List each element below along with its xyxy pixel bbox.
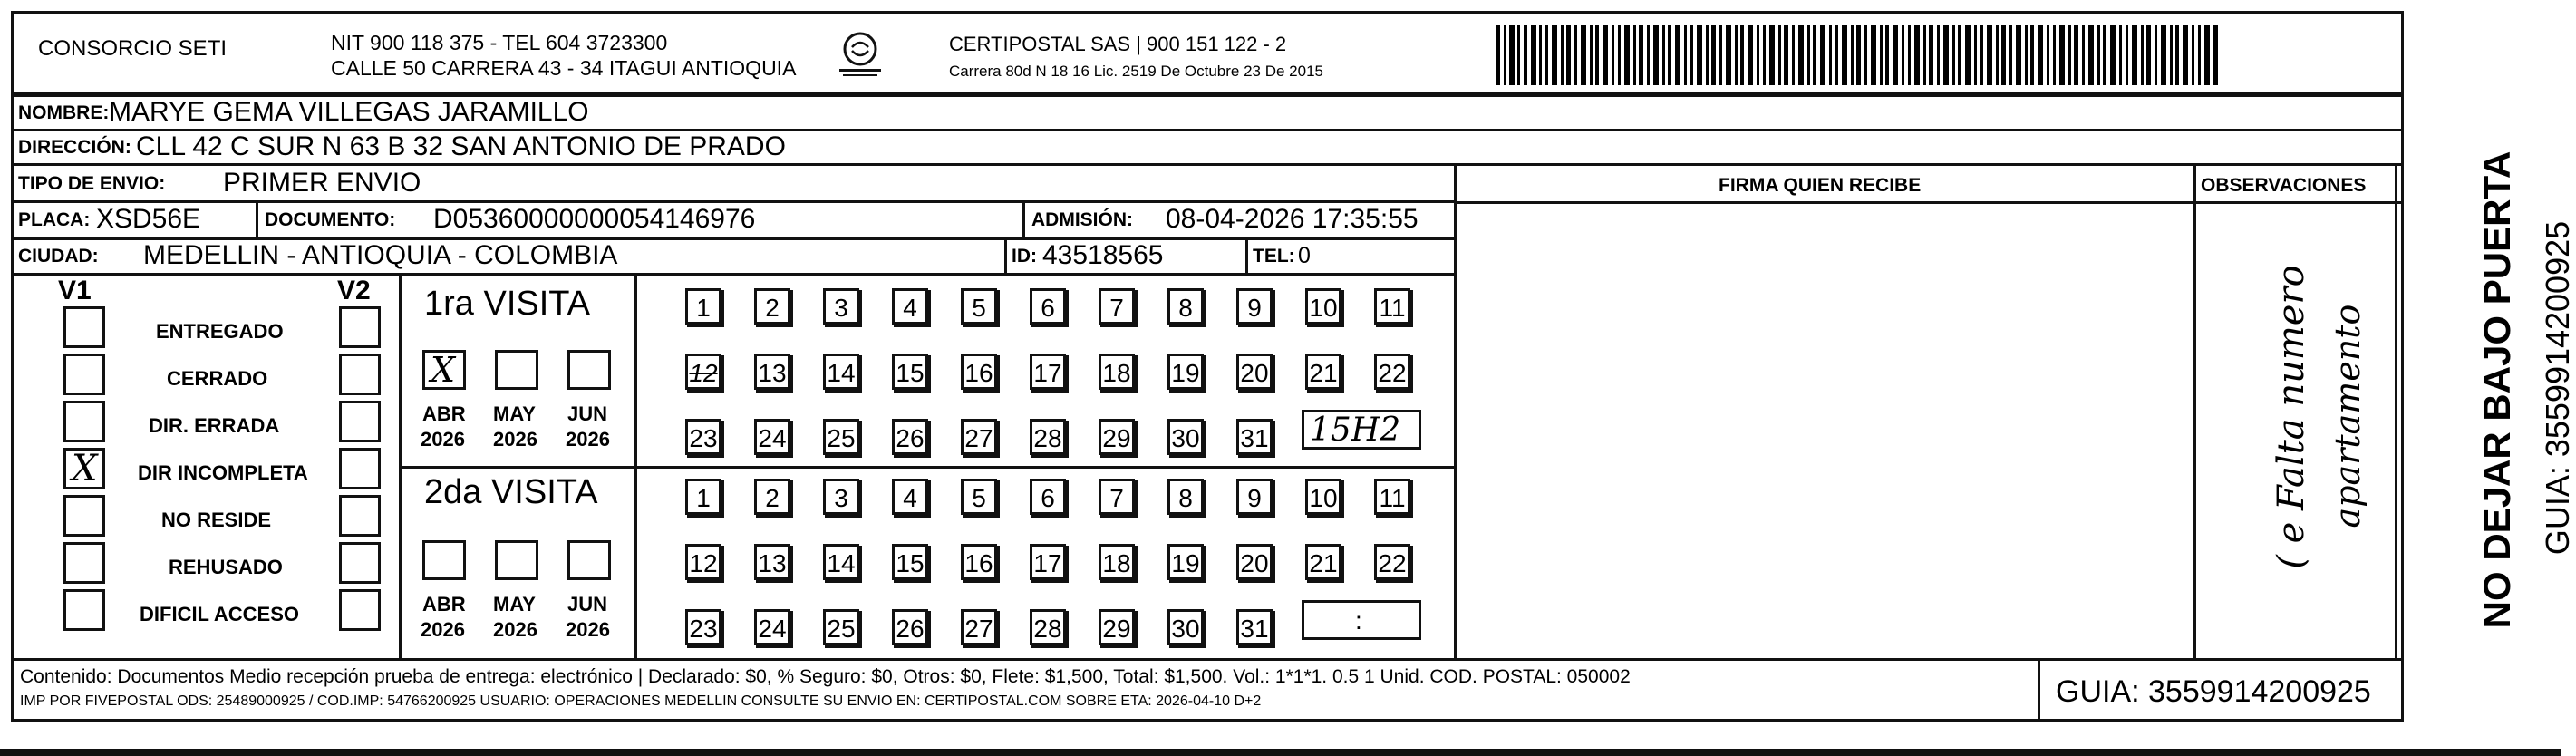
- visit1-day-22[interactable]: 22: [1374, 354, 1410, 390]
- visit2-day-24[interactable]: 24: [754, 609, 790, 645]
- visit2-day-7[interactable]: 7: [1099, 479, 1135, 515]
- v1-label: V1: [58, 276, 92, 305]
- visit2-time: :: [1355, 606, 1362, 635]
- visit2-day-2[interactable]: 2: [754, 479, 790, 515]
- visit1-year-jun: 2026: [566, 428, 610, 451]
- visit1-day-25[interactable]: 25: [823, 419, 859, 455]
- visit2-month-jun-box[interactable]: [567, 540, 611, 580]
- visit1-day-16[interactable]: 16: [961, 354, 997, 390]
- bottom-edge: [0, 749, 2561, 756]
- footer-guia: GUIA: 3559914200925: [2056, 674, 2371, 709]
- v1-checkbox-rehusado[interactable]: [63, 542, 105, 584]
- visit1-day-3[interactable]: 3: [823, 288, 859, 325]
- visit1-month-abr-box[interactable]: [422, 350, 466, 390]
- handwritten-note-2: apartamento: [2328, 304, 2368, 528]
- visit2-day-16[interactable]: 16: [961, 544, 997, 580]
- signature-area[interactable]: [1457, 205, 2192, 656]
- visit2-day-23[interactable]: 23: [685, 609, 721, 645]
- placa-value: XSD56E: [96, 204, 201, 234]
- v2-checkbox-dificil-acceso[interactable]: [339, 589, 381, 631]
- ciudad-value: MEDELLIN - ANTIOQUIA - COLOMBIA: [143, 240, 618, 270]
- visit1-day-10[interactable]: 10: [1305, 288, 1341, 325]
- v2-checkbox-cerrado[interactable]: [339, 354, 381, 395]
- recipient-address: CLL 42 C SUR N 63 B 32 SAN ANTONIO DE PRADO: [136, 131, 786, 161]
- visit1-day-23[interactable]: 23: [685, 419, 721, 455]
- visit2-day-28[interactable]: 28: [1030, 609, 1066, 645]
- v2-checkbox-no-reside[interactable]: [339, 495, 381, 537]
- v2-checkbox-entregado[interactable]: [339, 306, 381, 348]
- visit2-day-10[interactable]: 10: [1305, 479, 1341, 515]
- visit1-day-29[interactable]: 29: [1099, 419, 1135, 455]
- visit2-month-abr-box[interactable]: [422, 540, 466, 580]
- nit-line: NIT 900 118 375 - TEL 604 3723300: [331, 31, 668, 54]
- ciudad-label: CIUDAD:: [18, 246, 99, 267]
- tipo-envio: PRIMER ENVIO: [223, 168, 421, 198]
- visit1-day-6[interactable]: 6: [1030, 288, 1066, 325]
- visit1-day-8[interactable]: 8: [1167, 288, 1204, 325]
- visit1-month-jun: JUN: [567, 402, 608, 425]
- visit1-year-may: 2026: [493, 428, 537, 451]
- visit1-day-2[interactable]: 2: [754, 288, 790, 325]
- visit1-day-26[interactable]: 26: [892, 419, 928, 455]
- status-rehusado: REHUSADO: [169, 556, 283, 578]
- visit1-day-21[interactable]: 21: [1305, 354, 1341, 390]
- visit1-day-4[interactable]: 4: [892, 288, 928, 325]
- visit2-time-box[interactable]: [1302, 600, 1421, 640]
- visit1-month-may: MAY: [493, 402, 536, 425]
- visit2-year-abr: 2026: [421, 618, 465, 641]
- company-name: CONSORCIO SETI: [38, 36, 228, 61]
- visit2-title: 2da VISITA: [424, 473, 598, 511]
- admision-value: 08-04-2026 17:35:55: [1166, 204, 1419, 234]
- visit1-day-27[interactable]: 27: [961, 419, 997, 455]
- visit1-day-14[interactable]: 14: [823, 354, 859, 390]
- documento-label: DOCUMENTO:: [265, 209, 396, 230]
- tel-value: 0: [1298, 243, 1311, 268]
- visit2-day-5[interactable]: 5: [961, 479, 997, 515]
- observaciones-header: OBSERVACIONES: [2201, 175, 2367, 196]
- visit1-month-mark: X: [431, 350, 456, 390]
- visit1-day-9[interactable]: 9: [1236, 288, 1273, 325]
- tipo-envio-label: TIPO DE ENVIO:: [18, 173, 166, 194]
- visit2-day-15[interactable]: 15: [892, 544, 928, 580]
- visit2-month-jun: JUN: [567, 593, 608, 615]
- recipient-name: MARYE GEMA VILLEGAS JARAMILLO: [109, 97, 589, 127]
- v2-checkbox-dir-errada[interactable]: [339, 401, 381, 442]
- status-dir-incompleta: DIR INCOMPLETA: [138, 461, 308, 484]
- visit1-month-jun-box[interactable]: [567, 350, 611, 390]
- tel-label: TEL:: [1253, 246, 1295, 267]
- visit2-day-30[interactable]: 30: [1167, 609, 1204, 645]
- visit1-time: 15H2: [1310, 412, 1401, 449]
- visit1-day-5[interactable]: 5: [961, 288, 997, 325]
- visit1-month-abr: ABR: [422, 402, 466, 425]
- visit2-day-8[interactable]: 8: [1167, 479, 1204, 515]
- status-dir-errada: DIR. ERRADA: [149, 414, 280, 437]
- status-cerrado: CERRADO: [167, 367, 268, 390]
- v1-checkbox-entregado[interactable]: [63, 306, 105, 348]
- firma-header: FIRMA QUIEN RECIBE: [1719, 175, 1922, 196]
- visit2-day-20[interactable]: 20: [1236, 544, 1273, 580]
- side-guia: GUIA: 3559914200925: [2539, 220, 2576, 556]
- visit2-day-22[interactable]: 22: [1374, 544, 1410, 580]
- visit2-day-6[interactable]: 6: [1030, 479, 1066, 515]
- status-dificil-acceso: DIFICIL ACCESO: [140, 603, 300, 625]
- visit1-day-7[interactable]: 7: [1099, 288, 1135, 325]
- visit1-day-24[interactable]: 24: [754, 419, 790, 455]
- visit2-day-14[interactable]: 14: [823, 544, 859, 580]
- visit2-year-may: 2026: [493, 618, 537, 641]
- visit2-year-jun: 2026: [566, 618, 610, 641]
- visit2-day-26[interactable]: 26: [892, 609, 928, 645]
- visit2-day-25[interactable]: 25: [823, 609, 859, 645]
- status-entregado: ENTREGADO: [156, 320, 284, 343]
- visit2-day-13[interactable]: 13: [754, 544, 790, 580]
- nombre-label: NOMBRE:: [18, 102, 110, 123]
- v1-mark: X: [72, 448, 98, 489]
- admision-label: ADMISIÓN:: [1031, 209, 1133, 230]
- visit2-month-abr: ABR: [422, 593, 466, 615]
- visit1-day-28[interactable]: 28: [1030, 419, 1066, 455]
- visit1-year-abr: 2026: [421, 428, 465, 451]
- license-line: Carrera 80d N 18 16 Lic. 2519 De Octubre 23 De 2015: [949, 63, 1323, 80]
- visit2-month-may: MAY: [493, 593, 536, 615]
- barcode: [1496, 25, 2221, 85]
- v1-checkbox-dificil-acceso[interactable]: [63, 589, 105, 631]
- visit2-day-27[interactable]: 27: [961, 609, 997, 645]
- v2-label: V2: [337, 276, 371, 305]
- handwritten-note-1: ( e Falta numero: [2271, 265, 2312, 569]
- visit1-day-12[interactable]: 12: [685, 354, 721, 390]
- v2-checkbox-dir-incompleta[interactable]: [339, 448, 381, 489]
- company-address: CALLE 50 CARRERA 43 - 34 ITAGUI ANTIOQUIA: [331, 56, 797, 80]
- direccion-label: DIRECCIÓN:: [18, 137, 131, 158]
- visit2-day-4[interactable]: 4: [892, 479, 928, 515]
- side-warning: NO DEJAR BAJO PUERTA: [2475, 150, 2518, 629]
- v2-checkbox-rehusado[interactable]: [339, 542, 381, 584]
- visit2-day-21[interactable]: 21: [1305, 544, 1341, 580]
- carrier-line: CERTIPOSTAL SAS | 900 151 122 - 2: [949, 33, 1287, 55]
- certipostal-logo: [834, 29, 886, 82]
- visit1-day-11[interactable]: 11: [1374, 288, 1410, 325]
- id-label: ID:: [1012, 246, 1037, 267]
- visit1-day-15[interactable]: 15: [892, 354, 928, 390]
- visit1-day-31[interactable]: 31: [1236, 419, 1273, 455]
- documento-value: D05360000000054146976: [433, 204, 756, 234]
- visit1-day-17[interactable]: 17: [1030, 354, 1066, 390]
- visit2-day-1[interactable]: 1: [685, 479, 721, 515]
- v1-checkbox-cerrado[interactable]: [63, 354, 105, 395]
- visit2-day-29[interactable]: 29: [1099, 609, 1135, 645]
- footer-print-info: IMP POR FIVEPOSTAL ODS: 25489000925 / COD.IMP: 54766200925 USUARIO: OPERACIONES MEDELLIN CONSULTE SU ENVIO EN: CERTIPOSTAL.COM SOBRE ETA: 2026-04-10 D+2: [20, 693, 1262, 709]
- visit1-month-may-box[interactable]: [495, 350, 538, 390]
- visit1-day-1[interactable]: 1: [685, 288, 721, 325]
- visit2-day-11[interactable]: 11: [1374, 479, 1410, 515]
- v1-checkbox-dir-errada[interactable]: [63, 401, 105, 442]
- visit1-day-18[interactable]: 18: [1099, 354, 1135, 390]
- visit1-time-box[interactable]: [1302, 410, 1421, 450]
- id-value: 43518565: [1042, 240, 1164, 270]
- visit1-day-19[interactable]: 19: [1167, 354, 1204, 390]
- visit2-day-12[interactable]: 12: [685, 544, 721, 580]
- footer-contents: Contenido: Documentos Medio recepción prueba de entrega: electrónico | Declarado: $0, % Seguro: $0, Otros: $0, Flete: $1,500, Total: $1,500. Vol.: 1*1*1. 0.5 1 Unid. COD. POSTAL: 050002: [20, 666, 1631, 687]
- visit2-day-31[interactable]: 31: [1236, 609, 1273, 645]
- visit1-day-13[interactable]: 13: [754, 354, 790, 390]
- visit2-day-18[interactable]: 18: [1099, 544, 1135, 580]
- visit2-day-19[interactable]: 19: [1167, 544, 1204, 580]
- visit1-day-20[interactable]: 20: [1236, 354, 1273, 390]
- v1-checkbox-dir-incompleta[interactable]: [63, 448, 105, 489]
- placa-label: PLACA:: [18, 209, 91, 230]
- status-no-reside: NO RESIDE: [161, 509, 272, 531]
- visit2-day-9[interactable]: 9: [1236, 479, 1273, 515]
- visit2-day-17[interactable]: 17: [1030, 544, 1066, 580]
- visit1-title: 1ra VISITA: [424, 285, 591, 323]
- visit2-day-3[interactable]: 3: [823, 479, 859, 515]
- v1-checkbox-no-reside[interactable]: [63, 495, 105, 537]
- visit2-month-may-box[interactable]: [495, 540, 538, 580]
- visit1-day-30[interactable]: 30: [1167, 419, 1204, 455]
